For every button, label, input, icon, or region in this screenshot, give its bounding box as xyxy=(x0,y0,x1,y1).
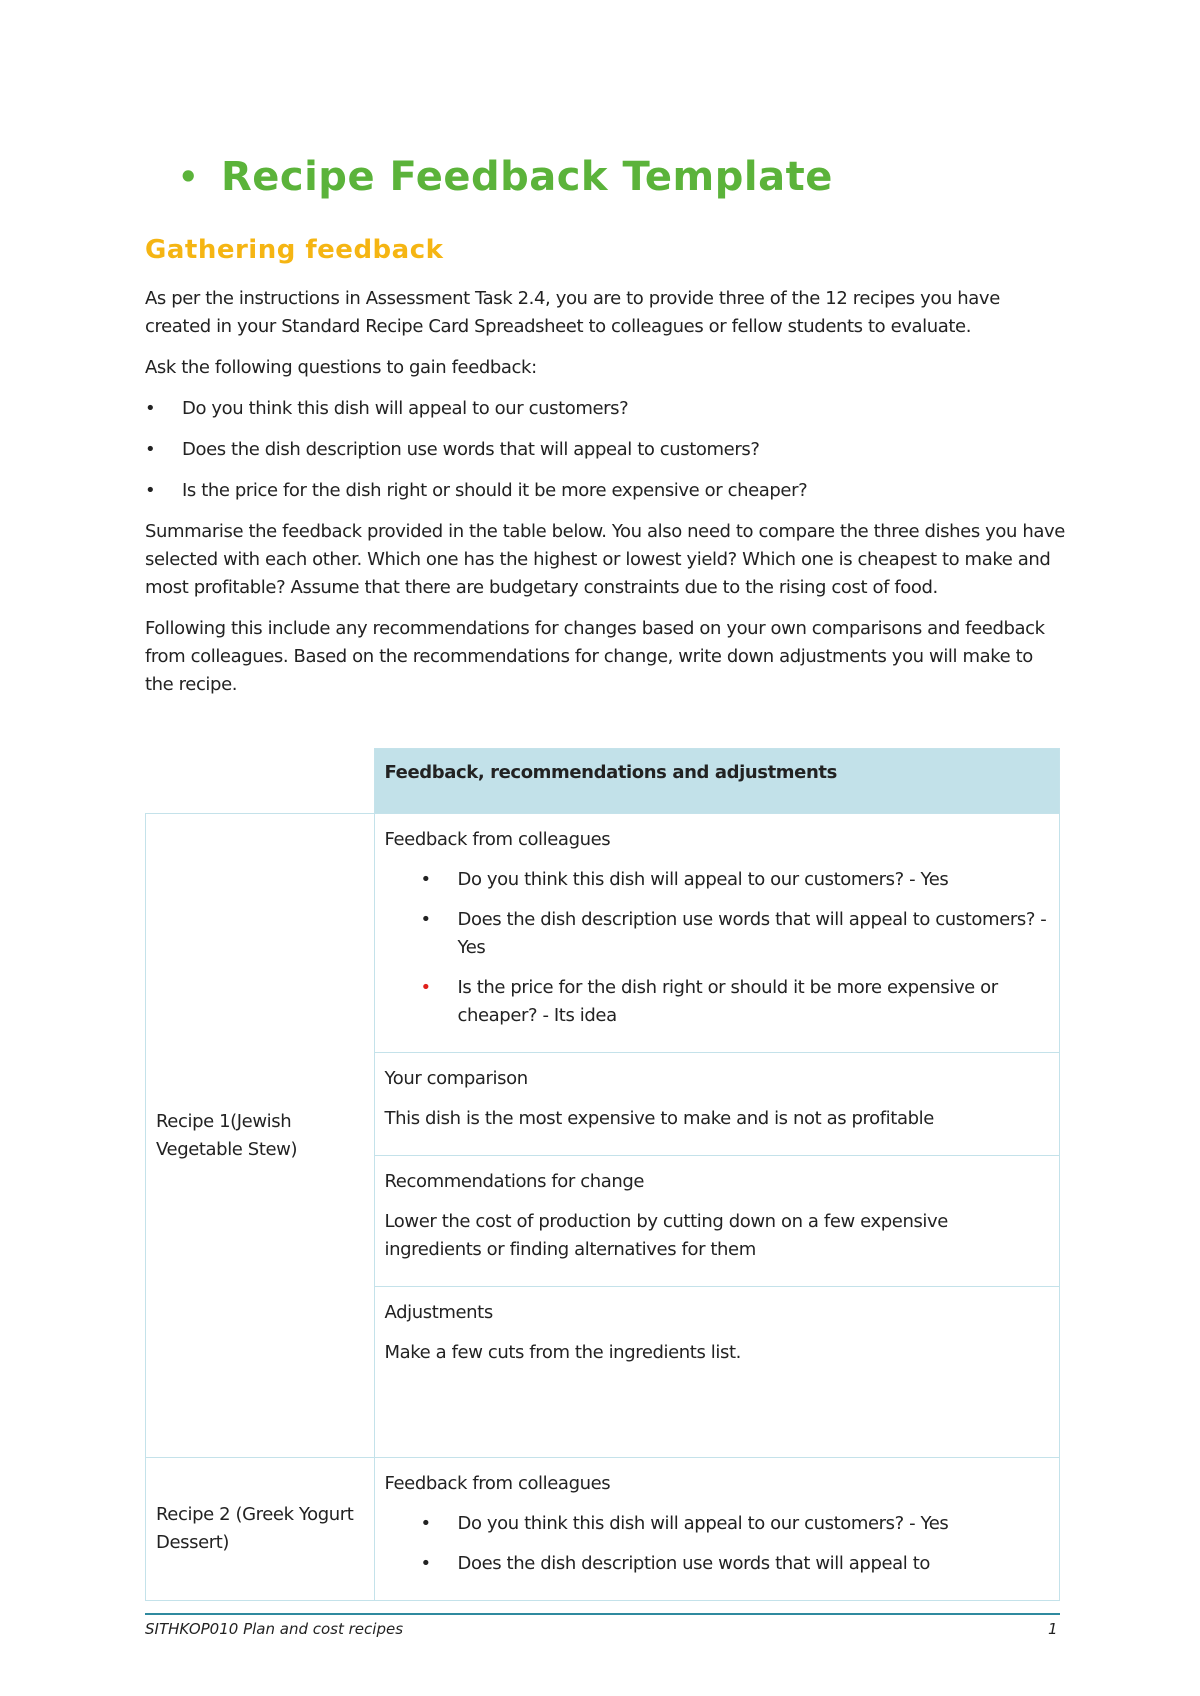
blank-header-cell xyxy=(146,749,375,814)
table-header-row xyxy=(146,749,1060,814)
feedback-list xyxy=(385,866,1050,1030)
recipe-1-name: Recipe 1(Jewish Vegetable Stew) xyxy=(146,814,375,1458)
feedback-list xyxy=(385,1510,1050,1578)
title-text: Recipe Feedback Template xyxy=(220,154,833,200)
table-row xyxy=(146,1458,1060,1601)
instructions-body xyxy=(145,285,1065,712)
ask-paragraph: Ask the following questions to gain feedback: xyxy=(145,357,537,378)
bullet-icon: • xyxy=(145,398,156,419)
recommendation-text: Lower the cost of production by cutting down on a few expensive ingredients or finding alternatives for them xyxy=(384,1211,948,1260)
bullet-icon: • xyxy=(420,1553,431,1574)
adjustment-text: Make a few cuts from the ingredients list. xyxy=(384,1342,741,1363)
list-item: • Do you think this dish will appeal to our customers? - Yes xyxy=(385,866,1050,894)
bullet-icon: • xyxy=(145,480,156,501)
table-row xyxy=(146,814,1060,1053)
list-item: • Do you think this dish will appeal to our customers? - Yes xyxy=(385,1510,1050,1538)
bullet-icon: • xyxy=(420,869,431,890)
comparison-text: This dish is the most expensive to make and is not as profitable xyxy=(384,1108,934,1129)
recipe-1-comparison-cell xyxy=(374,1053,1060,1156)
footer-course: SITHKOP010 Plan and cost recipes xyxy=(145,1620,404,1638)
section-heading: Gathering feedback xyxy=(145,235,444,265)
list-item: • Is the price for the dish right or should it be more expensive or cheaper? xyxy=(145,477,1065,505)
recipe-1-adjustment-cell xyxy=(374,1287,1060,1458)
list-item: • Is the price for the dish right or should it be more expensive or cheaper? - Its idea xyxy=(385,974,1050,1030)
recommendation-heading: Recommendations for change xyxy=(384,1171,645,1192)
list-item: • Does the dish description use words that will appeal to xyxy=(385,1550,1050,1578)
table-header: Feedback, recommendations and adjustments xyxy=(374,749,1060,814)
red-bullet-icon: • xyxy=(420,977,431,998)
recipe-2-name: Recipe 2 (Greek Yogurt Dessert) xyxy=(146,1458,375,1601)
list-item: • Does the dish description use words that will appeal to customers? xyxy=(145,436,1065,464)
list-item: • Does the dish description use words that will appeal to customers? - Yes xyxy=(385,906,1050,962)
bullet-icon: • xyxy=(145,439,156,460)
following-paragraph: Following this include any recommendations for changes based on your own comparisons and feedback from colleagues. Based on the recommendations for change, write down adjustments you will make to the recipe. xyxy=(145,618,1045,695)
feedback-heading: Feedback from colleagues xyxy=(384,1473,611,1494)
recipe-2-feedback-cell xyxy=(374,1458,1060,1601)
question-list xyxy=(145,395,1065,505)
feedback-table xyxy=(145,748,1060,1601)
intro-paragraph: As per the instructions in Assessment Task 2.4, you are to provide three of the 12 recipes you have created in your Standard Recipe Card Spreadsheet to colleagues or fellow students to evaluate. xyxy=(145,288,1000,337)
comparison-heading: Your comparison xyxy=(384,1068,528,1089)
bullet-icon: • xyxy=(420,909,431,930)
footer-divider xyxy=(145,1613,1060,1615)
title-bullet-icon: • xyxy=(178,158,199,196)
recipe-1-recommendation-cell xyxy=(374,1156,1060,1287)
adjustment-heading: Adjustments xyxy=(384,1302,493,1323)
list-item: • Do you think this dish will appeal to our customers? xyxy=(145,395,1065,423)
bullet-icon: • xyxy=(420,1513,431,1534)
feedback-heading: Feedback from colleagues xyxy=(384,829,611,850)
summary-paragraph: Summarise the feedback provided in the table below. You also need to compare the three dishes you have selected with each other. Which one has the highest or lowest yield? Which one is cheapest to make and most profitable? Assume that there are budgetary constraints due to the rising cost of food. xyxy=(145,521,1065,598)
page-number: 1 xyxy=(1048,1620,1058,1638)
page-title xyxy=(178,154,833,200)
recipe-1-feedback-cell xyxy=(374,814,1060,1053)
